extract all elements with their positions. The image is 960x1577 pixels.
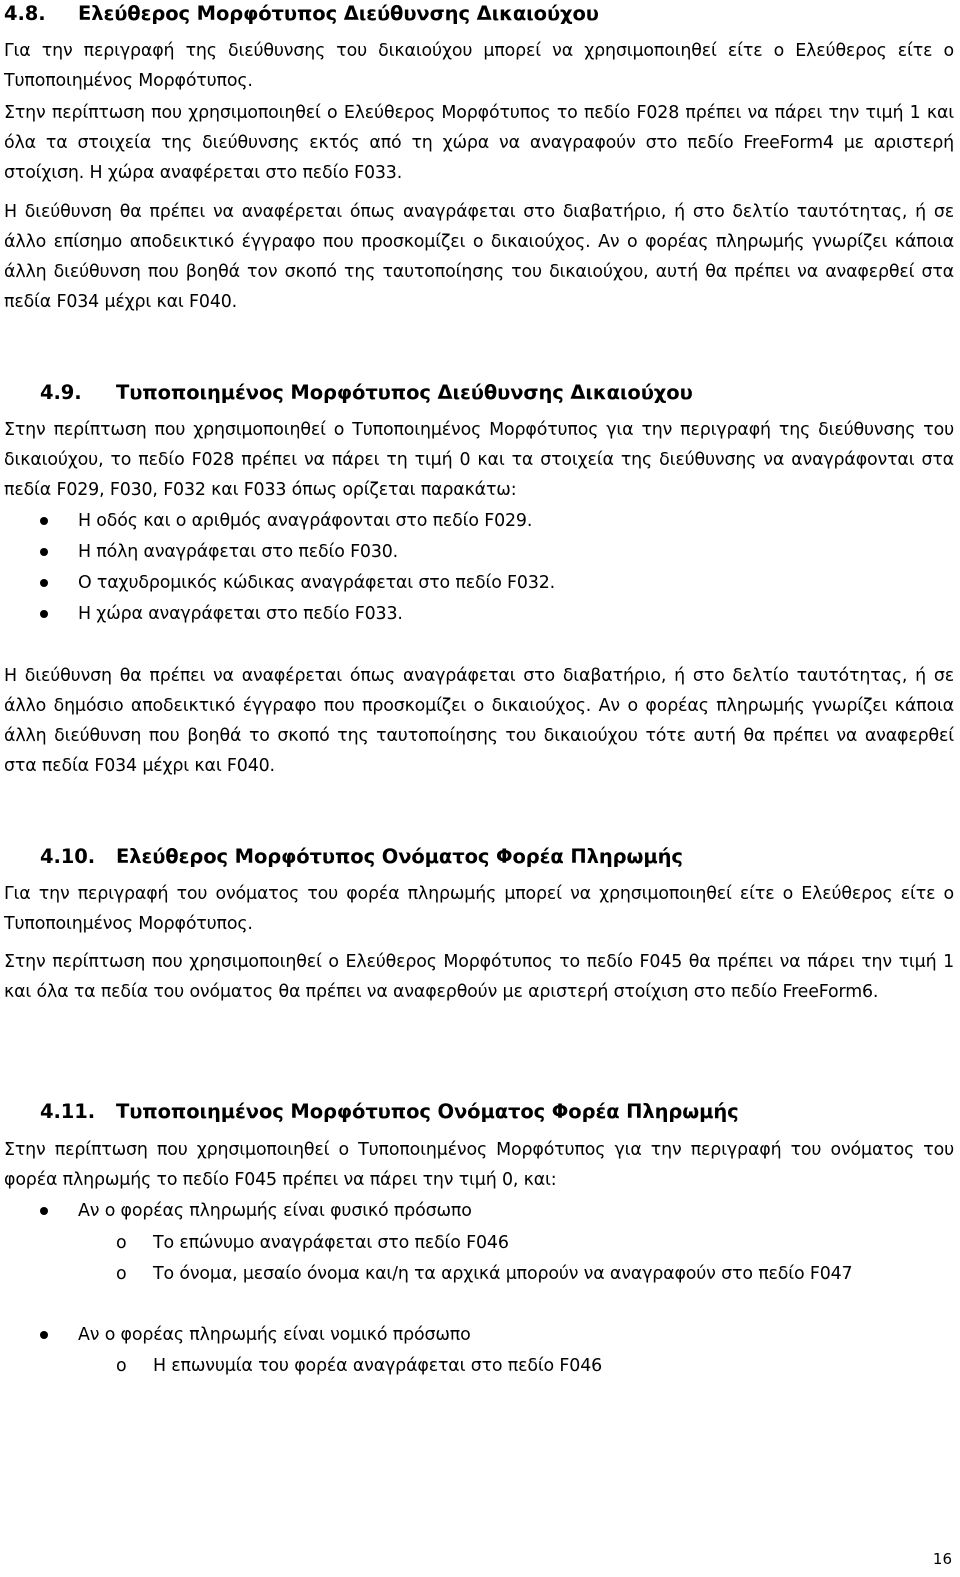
section-heading-4-11: [40, 1099, 739, 1125]
paragraph: Στην περίπτωση που χρησιμοποιηθεί ο Τυποποιημένος Μορφότυπος για την περιγραφή του ονόματος του φορέα πληρωμής το πεδίο F045 πρέπει να πάρει την τιμή 0, και:: [4, 1140, 954, 1190]
paragraph: Στην περίπτωση που χρησιμοποιηθεί ο Ελεύθερος Μορφότυπος το πεδίο F028 πρέπει να πάρει την τιμή 1 και όλα τα στοιχεία της διεύθυνσης εκτός από τη χώρα να αναγραφούν στο πεδίο FreeForm4 με αριστερή στοίχιση. Η χώρα αναφέρεται στο πεδίο F033.: [4, 103, 954, 183]
bullet-icon: [40, 610, 48, 618]
bullet-text: Η χώρα αναγράφεται στο πεδίο F033.: [78, 604, 403, 624]
sub-bullet-marker: o: [116, 1356, 127, 1376]
paragraph: Η διεύθυνση θα πρέπει να αναφέρεται όπως αναγράφεται στο διαβατήριο, ή στο δελτίο ταυτότητας, ή σε άλλο επίσημο αποδεικτικό έγγραφο που προσκομίζει ο δικαιούχος. Αν ο φορέας πληρωμής γνωρίζει κάποια άλλη διεύθυνση που βοηθά τον σκοπό της ταυτοποίησης του δικαιούχου, αυτή θα πρέπει να αναφερθεί στα πεδία F034 μέχρι και F040.: [4, 202, 954, 312]
bullet-icon: [40, 517, 48, 525]
sub-bullet-marker: o: [116, 1264, 127, 1284]
sub-bullet-text: Το όνομα, μεσαίο όνομα και/η τα αρχικά μπορούν να αναγραφούν στο πεδίο F047: [153, 1264, 853, 1284]
paragraph: Για την περιγραφή του ονόματος του φορέα πληρωμής μπορεί να χρησιμοποιηθεί είτε ο Ελεύθερος είτε ο Τυποποιημένος Μορφότυπος.: [4, 884, 954, 934]
sub-bullet-marker: o: [116, 1233, 127, 1253]
section-title: Ελεύθερος Μορφότυπος Ονόματος Φορέα Πληρωμής: [116, 845, 683, 868]
section-heading-4-9: [40, 380, 693, 406]
paragraph: Για την περιγραφή της διεύθυνσης του δικαιούχου μπορεί να χρησιμοποιηθεί είτε ο Ελεύθερος είτε ο Τυποποιημένος Μορφότυπος.: [4, 41, 954, 91]
sub-bullet-text: Το επώνυμο αναγράφεται στο πεδίο F046: [153, 1233, 509, 1253]
bullet-icon: [40, 1207, 48, 1215]
section-heading-4-10: [40, 844, 683, 870]
bullet-text: Η πόλη αναγράφεται στο πεδίο F030.: [78, 542, 399, 562]
section-heading-4-8: [4, 1, 599, 27]
section-title: Τυποποιημένος Μορφότυπος Ονόματος Φορέα Πληρωμής: [116, 1100, 739, 1123]
bullet-text: Η οδός και ο αριθμός αναγράφονται στο πεδίο F029.: [78, 511, 533, 531]
section-title: Ελεύθερος Μορφότυπος Διεύθυνσης Δικαιούχου: [78, 2, 599, 25]
paragraph: Η διεύθυνση θα πρέπει να αναφέρεται όπως αναγράφεται στο διαβατήριο, ή στο δελτίο ταυτότητας, ή σε άλλο δημόσιο αποδεικτικό έγγραφο που προσκομίζει ο δικαιούχος. Αν ο φορέας πληρωμής γνωρίζει κάποια άλλη διεύθυνση που βοηθά το σκοπό της ταυτοποίησης του δικαιούχου τότε αυτή θα πρέπει να αναφερθεί στα πεδία F034 μέχρι και F040.: [4, 666, 954, 776]
paragraph: Στην περίπτωση που χρησιμοποιηθεί ο Ελεύθερος Μορφότυπος το πεδίο F045 θα πρέπει να πάρει την τιμή 1 και όλα τα πεδία του ονόματος θα πρέπει να αναφερθούν με αριστερή στοίχιση στο πεδίο FreeForm6.: [4, 952, 954, 1002]
bullet-text: Αν ο φορέας πληρωμής είναι φυσικό πρόσωπο: [78, 1201, 472, 1221]
bullet-text: Ο ταχυδρομικός κώδικας αναγράφεται στο πεδίο F032.: [78, 573, 556, 593]
bullet-icon: [40, 548, 48, 556]
section-number: 4.8.: [4, 2, 46, 25]
section-number: 4.10.: [40, 845, 96, 868]
bullet-icon: [40, 1331, 48, 1339]
bullet-icon: [40, 579, 48, 587]
section-number: 4.9.: [40, 381, 82, 404]
section-number: 4.11.: [40, 1100, 96, 1123]
bullet-text: Αν ο φορέας πληρωμής είναι νομικό πρόσωπο: [78, 1325, 471, 1345]
section-title: Τυποποιημένος Μορφότυπος Διεύθυνσης Δικαιούχου: [116, 381, 693, 404]
sub-bullet-text: Η επωνυμία του φορέα αναγράφεται στο πεδίο F046: [153, 1356, 603, 1376]
paragraph: Στην περίπτωση που χρησιμοποιηθεί ο Τυποποιημένος Μορφότυπος για την περιγραφή της διεύθυνσης του δικαιούχου, το πεδίο F028 πρέπει να πάρει τη τιμή 0 και τα στοιχεία της διεύθυνσης να αναγράφονται στα πεδία F029, F030, F032 και F033 όπως ορίζεται παρακάτω:: [4, 420, 954, 500]
page-number: 16: [932, 1550, 952, 1568]
